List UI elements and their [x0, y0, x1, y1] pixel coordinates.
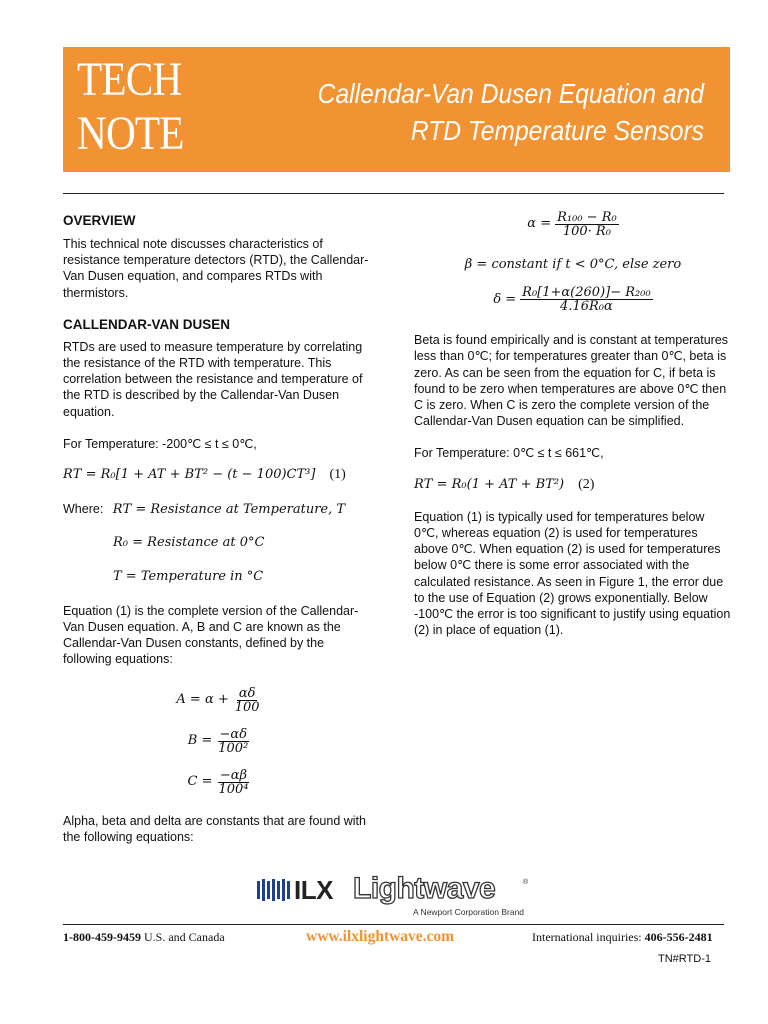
equation-alpha-numerator: R₁₀₀ − R₀	[557, 210, 617, 225]
equation-b-denominator: 100²	[218, 740, 249, 756]
definition-r0: R₀ = Resistance at 0°C	[113, 535, 265, 551]
equation-alpha-fraction	[555, 212, 619, 237]
equation-2-body: R𝑇 = R₀(1 + AT + BT²)	[414, 476, 565, 492]
where-label: Where:	[63, 502, 104, 517]
tech-note-label	[77, 53, 184, 161]
document-title-line1: Callendar-Van Dusen Equation and	[317, 78, 704, 109]
website-link[interactable]: www.ilxlightwave.com	[306, 928, 455, 945]
overview-text: This technical note discusses characteristics of resistance temperature detectors (RTD), the Callendar-Van Dusen equation, and compares RTDs with thermistors.	[63, 237, 369, 300]
equation-b-lhs: B =	[187, 733, 213, 749]
equation-a	[63, 685, 375, 715]
equation-1-body: R𝑇 = R₀[1 + AT + BT² − (t − 100)CT³]	[63, 467, 316, 483]
equation-b-fraction	[216, 726, 250, 756]
equation-alpha	[414, 212, 732, 237]
temperature-range-1: For Temperature: -200℃ ≤ t ≤ 0℃,	[63, 436, 257, 451]
document-title-line2: RTD Temperature Sensors	[410, 115, 704, 146]
equation-2	[414, 476, 732, 493]
equation-c-numerator: −αβ	[219, 767, 248, 783]
equation-b-numerator: −αδ	[219, 726, 248, 742]
equation-a-numerator: αδ	[238, 685, 256, 701]
logo-ilx-text: ILX	[294, 875, 333, 905]
intl-label: International inquiries:	[532, 930, 645, 944]
ilx-lightwave-logo	[257, 872, 533, 919]
footer-international	[532, 930, 713, 945]
usage-paragraph: Equation (1) is typically used for temperatures below 0℃, whereas equation (2) is used for temperatures above 0℃. When equation (2) is used for temperatures below 0℃ there is some error associated with the calculated resistance. As seen in Figure 1, the error due to the use of Equation (2) grows exponentially. Below -100℃ the error is too significant to justify using equation (2) in place of equation (1).	[414, 509, 731, 638]
logo-registered-mark: ®	[523, 879, 529, 886]
equation-c-lhs: C =	[187, 774, 213, 790]
cvd-heading: CALLENDAR-VAN DUSEN	[63, 316, 230, 332]
us-phone-suffix: U.S. and Canada	[141, 930, 225, 944]
equation-delta-fraction	[520, 285, 653, 315]
equation-a-fraction	[233, 685, 262, 715]
definition-rt-text: R𝑇 = Resistance at Temperature, T	[112, 502, 346, 518]
tech-note-banner	[63, 47, 730, 172]
tech-label-line2: NOTE	[77, 107, 184, 160]
cvd-paragraph-1: RTDs are used to measure temperature by correlating the resistance of the RTD with temperature. This correlation between the resistance and temperature of the RTD is described by the Callendar-Van Dusen equation.	[63, 339, 363, 419]
document-title	[318, 75, 704, 149]
equation-alpha-lhs: α =	[527, 216, 552, 232]
equation-b	[63, 726, 375, 756]
equation-a-lhs: A = α +	[176, 692, 229, 708]
temperature-range-2: For Temperature: 0℃ ≤ t ≤ 661℃,	[414, 446, 604, 461]
equation-1	[63, 466, 375, 483]
left-column	[63, 212, 375, 845]
equation-c-denominator: 100⁴	[218, 781, 249, 797]
header-divider	[63, 193, 724, 194]
equation-beta: β = constant if t < 0°C, else zero	[464, 257, 682, 272]
footer-divider	[63, 924, 724, 925]
definition-rt	[63, 501, 375, 518]
cvd-paragraph-2: Equation (1) is the complete version of the Callendar-Van Dusen equation. A, B and C are known as the Callendar-Van Dusen constants, defined by the following equations:	[63, 603, 359, 667]
equation-2-number: (2)	[578, 476, 595, 492]
equation-1-number: (1)	[329, 467, 346, 483]
intl-phone-number: 406-556-2481	[644, 930, 713, 944]
definition-t: T = Temperature in °C	[113, 568, 264, 584]
equation-a-denominator: 100	[234, 699, 260, 715]
footer-us-phone	[63, 930, 225, 945]
logo-lightwave-text: Lightwave	[353, 872, 496, 905]
equation-c-fraction	[216, 767, 250, 797]
equation-c	[63, 767, 375, 797]
overview-heading: OVERVIEW	[63, 213, 136, 228]
barcode-mark-icon	[257, 879, 291, 901]
equation-delta	[414, 285, 732, 315]
equation-delta-denominator: 4.16R₀α	[560, 299, 613, 315]
cvd-paragraph-3: Alpha, beta and delta are constants that are found with the following equations:	[63, 813, 366, 844]
us-phone-number: 1-800-459-9459	[63, 930, 141, 944]
document-id: TN#RTD-1	[658, 953, 711, 965]
tech-label-line1: TECH	[77, 53, 182, 106]
logo-brand-tagline: A Newport Corporation Brand	[413, 907, 525, 917]
beta-paragraph: Beta is found empirically and is constant at temperatures less than 0℃; for temperatures greater than 0℃, beta is zero. As can be seen from the equation for C, if beta is found to be zero when temperatures are above 0℃ then C is zero. When C is zero the complete version of the Callendar-Van Dusen equation can be simplified.	[414, 333, 729, 429]
equation-delta-numerator: R₀[1+α(260)]− R₂₀₀	[522, 285, 651, 301]
equation-delta-lhs: δ =	[493, 291, 517, 307]
right-column	[414, 212, 732, 638]
equation-alpha-denominator: 100· R₀	[562, 224, 611, 239]
